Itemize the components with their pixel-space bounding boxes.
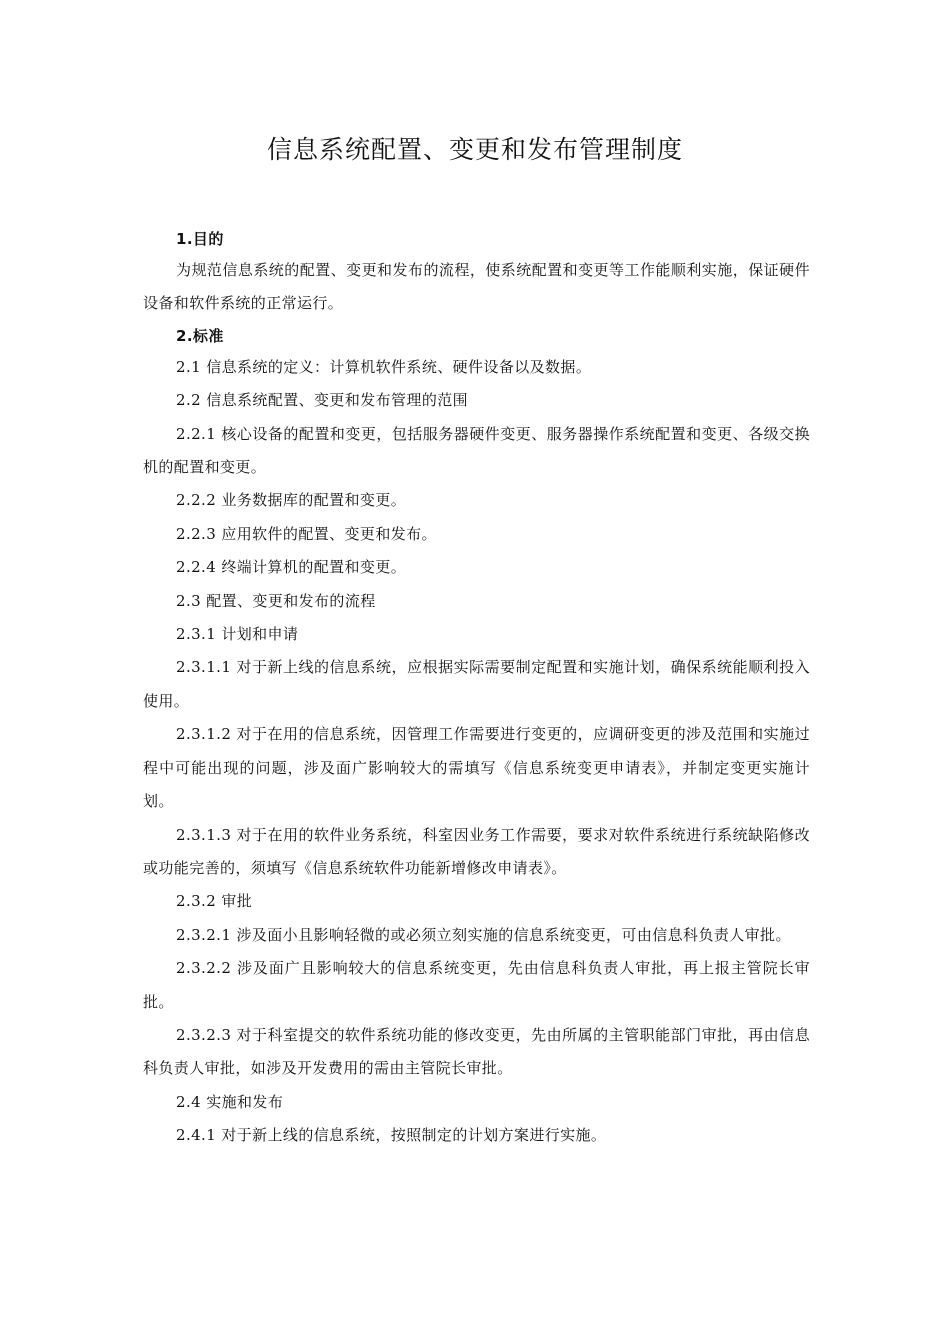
body-paragraph: 2.2 信息系统配置、变更和发布管理的范围 (176, 391, 469, 410)
body-paragraph: 2.3.1.1 对于新上线的信息系统，应根据实际需要制定配置和实施计划，确保系统能顺利投入使用。 (143, 658, 810, 710)
section-heading: 2.标准 (176, 326, 224, 345)
body-paragraph: 2.2.4 终端计算机的配置和变更。 (176, 558, 407, 577)
section-heading: 1.目的 (176, 230, 224, 248)
body-paragraph: 2.1 信息系统的定义：计算机软件系统、硬件设备以及数据。 (176, 357, 592, 376)
body-paragraph: 2.3.1.3 对于在用的软件业务系统，科室因业务工作需要，要求对软件系统进行系统缺陷修改或功能完善的，须填写《信息系统软件功能新增修改申请表》。 (143, 825, 810, 877)
body-paragraph: 2.3.1 计划和申请 (176, 625, 299, 644)
body-paragraph: 2.2.2 业务数据库的配置和变更。 (176, 491, 407, 510)
body-paragraph: 2.2.1 核心设备的配置和变更，包括服务器硬件变更、服务器操作系统配置和变更、各级交换机的配置和变更。 (143, 424, 810, 477)
body-paragraph: 为规范信息系统的配置、变更和发布的流程，使系统配置和变更等工作能顺利实施，保证硬件设备和软件系统的正常运行。 (143, 261, 810, 313)
body-paragraph: 2.3.2.3 对于科室提交的软件系统功能的修改变更，先由所属的主管职能部门审批，再由信息科负责人审批，如涉及开发费用的需由主管院长审批。 (143, 1025, 810, 1078)
body-paragraph: 2.4 实施和发布 (176, 1092, 284, 1111)
body-paragraph: 2.4.1 对于新上线的信息系统，按照制定的计划方案进行实施。 (176, 1126, 607, 1145)
document-body (143, 224, 810, 1153)
body-paragraph: 2.2.3 应用软件的配置、变更和发布。 (176, 524, 437, 543)
body-paragraph: 2.3.1.2 对于在用的信息系统，因管理工作需要进行变更的，应调研变更的涉及范围和实施过程中可能出现的问题，涉及面广影响较大的需填写《信息系统变更申请表》，并制定变更实施计划。 (143, 725, 810, 811)
body-paragraph: 2.3.2 审批 (176, 892, 253, 911)
document-title: 信息系统配置、变更和发布管理制度 (266, 135, 683, 164)
body-paragraph: 2.3.2.1 涉及面小且影响轻微的或必须立刻实施的信息系统变更，可由信息科负责人审批。 (176, 925, 791, 944)
body-paragraph: 2.3.2.2 涉及面广且影响较大的信息系统变更，先由信息科负责人审批，再上报主管院长审批。 (143, 959, 810, 1011)
body-paragraph: 2.3 配置、变更和发布的流程 (176, 591, 376, 610)
